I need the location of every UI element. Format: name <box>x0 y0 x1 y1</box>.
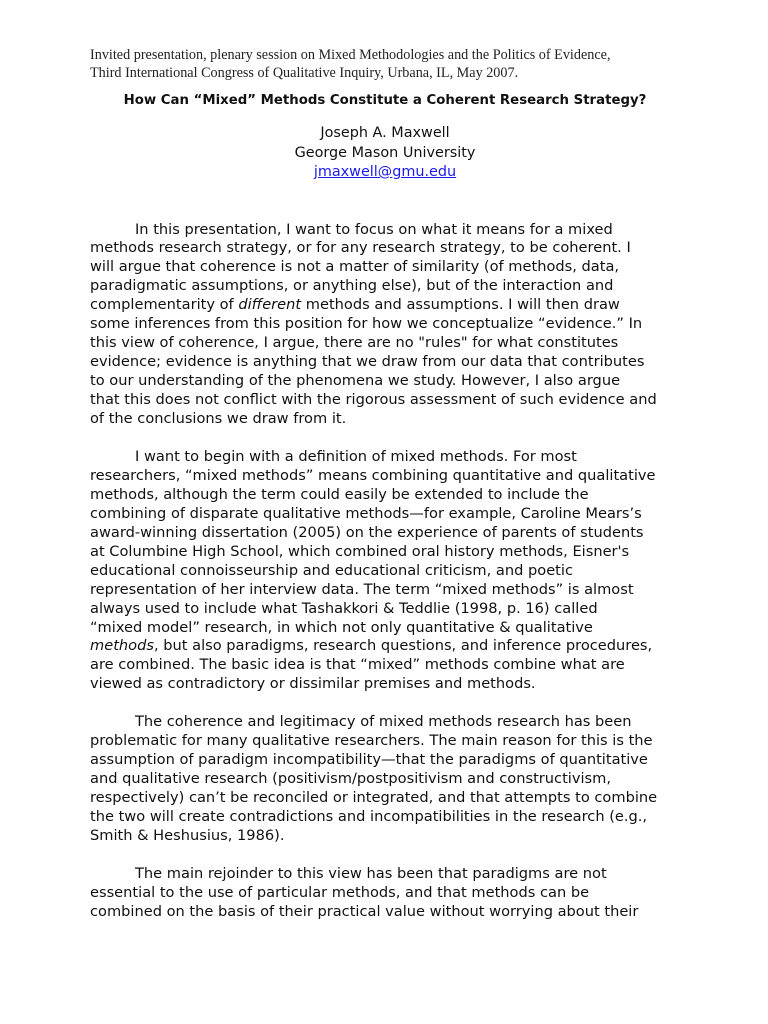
paragraph-line: combining of disparate qualitative methods—for example, Caroline Mears’s <box>90 504 642 522</box>
document-page <box>90 46 680 941</box>
author-email-link[interactable]: jmaxwell@gmu.edu <box>313 164 457 180</box>
paragraph-line: educational connoisseurship and educational criticism, and poetic <box>90 561 573 579</box>
text-segment: methods and assumptions. I will then draw <box>301 296 620 314</box>
paragraph-line: to our understanding of the phenomena we study. However, I also argue <box>90 372 621 390</box>
paragraph-line: “mixed model” research, in which not only quantitative & qualitative <box>90 618 593 636</box>
paragraph-line: evidence; evidence is anything that we draw from our data that contributes <box>90 353 645 371</box>
paragraph <box>90 713 680 846</box>
paragraph-line: In this presentation, I want to focus on what it means for a mixed <box>135 220 613 238</box>
paragraph-line: essential to the use of particular methods, and that methods can be <box>90 883 590 901</box>
paragraph-line: methods research strategy, or for any research strategy, to be coherent. I <box>90 239 631 257</box>
paragraph-line: and qualitative research (positivism/postpositivism and constructivism, <box>90 770 611 788</box>
paragraph-line: award-winning dissertation (2005) on the experience of parents of students <box>90 523 644 541</box>
author-affiliation: George Mason University <box>294 144 476 161</box>
paragraph-line: will argue that coherence is not a matter of similarity (of methods, data, <box>90 258 620 276</box>
paragraph-line: always used to include what Tashakkori & Teddlie (1998, p. 16) called <box>90 599 598 617</box>
paragraph-line: The main rejoinder to this view has been that paradigms are not <box>135 864 607 882</box>
paper-title: How Can “Mixed” Methods Constitute a Coherent Research Strategy? <box>123 93 647 108</box>
text-segment: complementarity of <box>90 296 239 314</box>
paragraph-line: that this does not conflict with the rigorous assessment of such evidence and <box>90 391 657 409</box>
paragraph-line <box>90 296 680 315</box>
paragraph-line: methods, although the term could easily be extended to include the <box>90 485 589 503</box>
emphasized-text: different <box>238 296 302 314</box>
presentation-note-line-2: Third International Congress of Qualitative Inquiry, Urbana, IL, May 2007. <box>90 65 519 81</box>
paragraph-line: the two will create contradictions and incompatibilities in the research (e.g., <box>90 808 648 826</box>
paragraph-line: of the conclusions we draw from it. <box>90 410 347 428</box>
paragraph-line <box>90 637 680 656</box>
paragraph-line: some inferences from this position for how we conceptualize “evidence.” In <box>90 315 643 333</box>
paragraph-line: combined on the basis of their practical value without worrying about their <box>90 902 639 920</box>
paragraph-line: this view of coherence, I argue, there are no "rules" for what constitutes <box>90 334 619 352</box>
author-name: Joseph A. Maxwell <box>320 125 450 141</box>
paragraph-line: representation of her interview data. The term “mixed methods” is almost <box>90 580 634 598</box>
paragraph-line: problematic for many qualitative researchers. The main reason for this is the <box>90 732 653 750</box>
paragraph-line: Smith & Heshusius, 1986). <box>90 826 285 844</box>
paragraph-line: The coherence and legitimacy of mixed methods research has been <box>135 713 632 731</box>
body-text <box>90 221 680 922</box>
paragraph-line: are combined. The basic idea is that “mixed” methods combine what are <box>90 656 625 674</box>
paragraph-line: paradigmatic assumptions, or anything else), but of the interaction and <box>90 277 614 295</box>
paragraph-line: researchers, “mixed methods” means combining quantitative and qualitative <box>90 466 656 484</box>
presentation-note <box>90 46 680 82</box>
paragraph-line: respectively) can’t be reconciled or integrated, and that attempts to combine <box>90 789 658 807</box>
paragraph <box>90 221 680 429</box>
paragraph-line: viewed as contradictory or dissimilar premises and methods. <box>90 675 536 693</box>
text-segment: , but also paradigms, research questions, and inference procedures, <box>153 637 653 655</box>
emphasized-text: methods <box>90 637 154 655</box>
paragraph-line: assumption of paradigm incompatibility—that the paradigms of quantitative <box>90 751 648 769</box>
author-block <box>90 124 680 183</box>
paragraph-line: I want to begin with a definition of mixed methods. For most <box>135 447 577 465</box>
paragraph-line: at Columbine High School, which combined oral history methods, Eisner's <box>90 542 630 560</box>
paragraph <box>90 865 680 922</box>
presentation-note-line-1: Invited presentation, plenary session on Mixed Methodologies and the Politics of Evidence, <box>90 47 611 63</box>
paragraph <box>90 448 680 694</box>
